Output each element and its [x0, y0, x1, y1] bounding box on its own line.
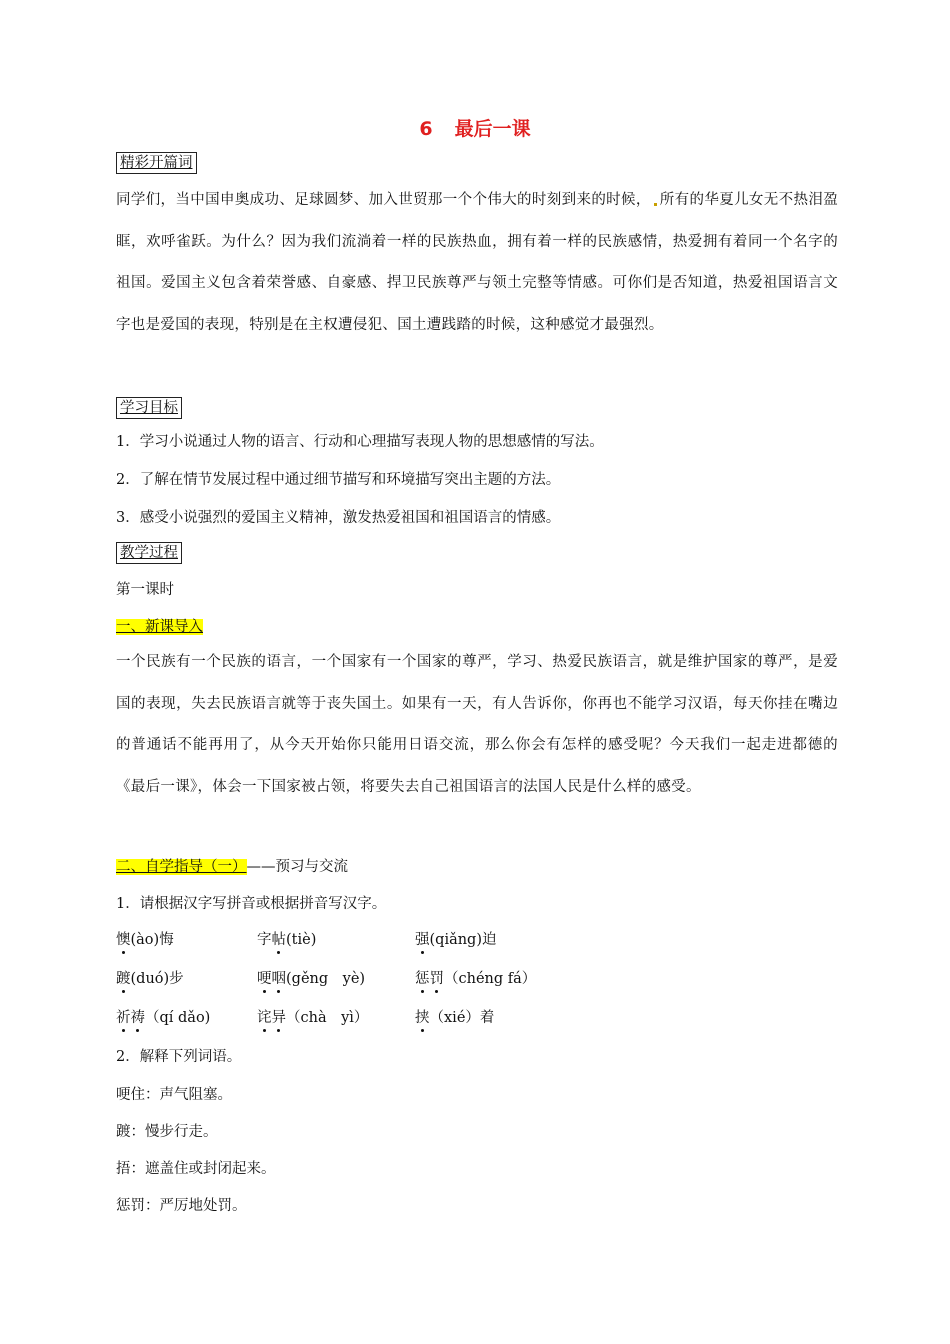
goal-item-1: 1．学习小说通过人物的语言、行动和心理描写表现人物的思想感情的写法。 [116, 434, 604, 450]
intro-text-part-1: 同学们，当中国申奥成功、足球圆梦、加入世贸那一个个伟大的时刻到来的时候， [116, 192, 651, 208]
intro-text-part-2: 所有的华夏儿女无不热泪盈眶，欢呼雀跃。为什么？因为我们流淌着一样的民族热血，拥有着一样的民族感情，热爱拥有着同一个名字的祖国。爱国主义包含着荣誉感、自豪感、捍卫民族尊严与领土完整等情感。可你们是否知道，热爱祖国语言文字也是爱国的表现，特别是在主权遭侵犯、国土遭践踏的时候，这种感觉才最强烈。 [116, 192, 838, 333]
class-period-label: 第一课时 [116, 582, 174, 598]
step-heading-1-text: 一、新课导入 [116, 619, 203, 635]
pinyin-item: 哽咽(gěng yè) [257, 971, 366, 987]
exercise-1-prompt: 1．请根据汉字写拼音或根据拼音写汉字。 [116, 896, 387, 912]
pinyin-item: 祈祷（qí dǎo) [116, 1010, 211, 1026]
edit-marker [654, 203, 657, 206]
definition-item: 捂：遮盖住或封闭起来。 [116, 1161, 276, 1177]
step-heading-2-rest: ——预习与交流 [246, 859, 348, 875]
step-heading-2 [116, 857, 348, 877]
step-heading-2-highlight: 二、自学指导（一） [116, 859, 247, 875]
section-heading-intro: 精彩开篇词 [116, 152, 197, 174]
pinyin-item: 挟（xié）着 [415, 1010, 495, 1026]
pinyin-item: 踱(duó)步 [116, 971, 184, 987]
pinyin-item: 字帖(tiè) [257, 932, 317, 948]
goal-item-3: 3．感受小说强烈的爱国主义精神，激发热爱祖国和祖国语言的情感。 [116, 510, 561, 526]
section-heading-process: 教学过程 [116, 542, 182, 564]
pinyin-item: 诧异（chà yì） [257, 1010, 369, 1026]
goal-item-2: 2．了解在情节发展过程中通过细节描写和环境描写突出主题的方法。 [116, 472, 561, 488]
definition-item: 惩罚：严厉地处罚。 [116, 1198, 247, 1214]
step-heading-1 [116, 617, 203, 637]
exercise-2-prompt: 2．解释下列词语。 [116, 1049, 242, 1065]
step-1-paragraph: 一个民族有一个民族的语言，一个国家有一个国家的尊严，学习、热爱民族语言，就是维护国家的尊严，是爱国的表现，失去民族语言就等于丧失国土。如果有一天，有人告诉你，你再也不能学习汉语，每天你挂在嘴边的普通话不能再用了，从今天开始你只能用日语交流，那么你会有怎样的感受呢？今天我们一起走进都德的《最后一课》，体会一下国家被占领，将要失去自己祖国语言的法国人民是什么样的感受。 [116, 654, 838, 795]
section-heading-goals: 学习目标 [116, 397, 182, 419]
lesson-name: 最后一课 [454, 118, 531, 140]
definition-item: 哽住：声气阻塞。 [116, 1087, 232, 1103]
pinyin-item: 强(qiǎng)迫 [415, 932, 497, 948]
lesson-number: 6 [419, 118, 433, 140]
intro-paragraph [116, 180, 838, 346]
pinyin-item: 懊(ào)悔 [116, 932, 174, 948]
lesson-title [0, 114, 950, 141]
pinyin-item: 惩罚（chéng fá） [415, 971, 537, 987]
definition-item: 踱：慢步行走。 [116, 1124, 218, 1140]
